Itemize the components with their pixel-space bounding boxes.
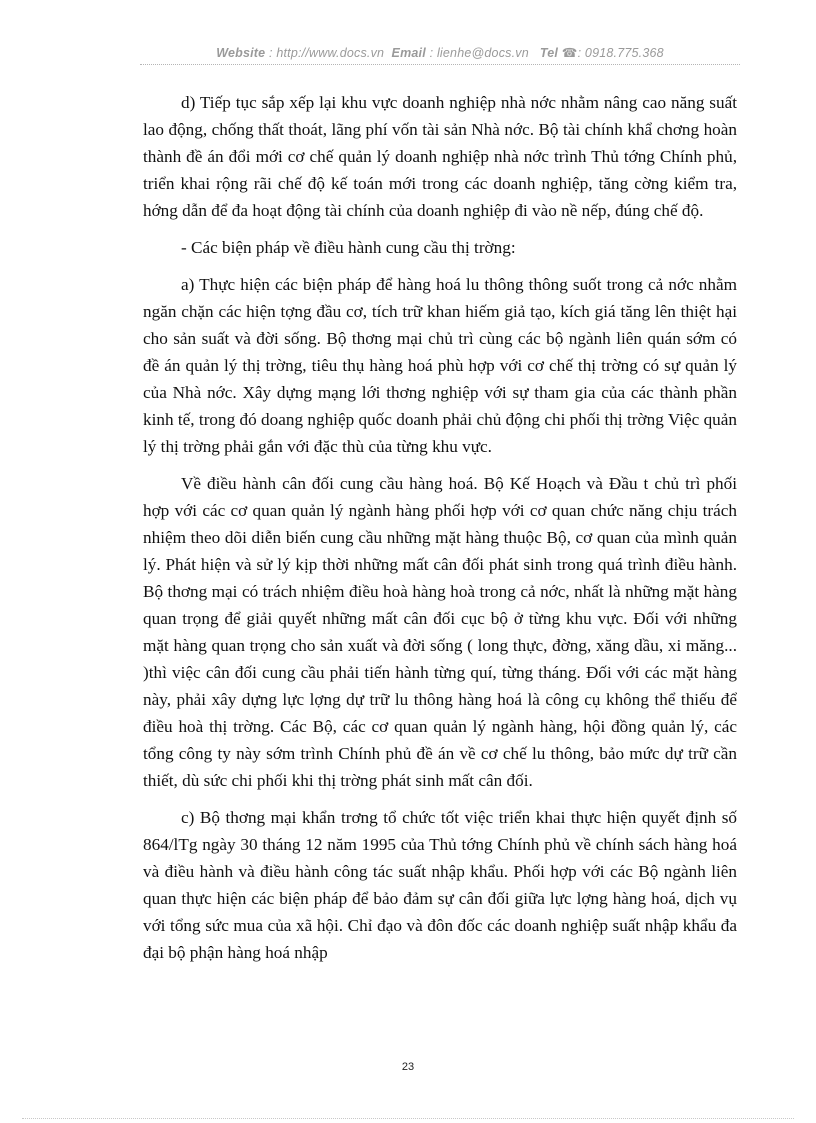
- email-label: Email: [391, 46, 426, 60]
- footer-divider: [22, 1118, 794, 1119]
- tel-number: ☎: 0918.775.368: [561, 46, 664, 60]
- page-header: [140, 45, 740, 60]
- header-divider: [140, 64, 740, 65]
- page-number: 23: [401, 1061, 415, 1073]
- tel-label: Tel: [539, 46, 559, 60]
- paragraph-a: a) Thực hiện các biện pháp để hàng hoá lu thông thông suốt trong cả nớc nhằm ngăn chặn các hiện tợng đầu cơ, tích trữ khan hiếm giả tạo, kích giá tăng lên thiệt hại cho sản suất và đời sống. Bộ thơng mại chủ trì cùng các bộ ngành liên quán sớm có đề án quản lý thị trờng, tiêu thụ hàng hoá phù hợp với cơ chế thị trờng có sự quản lý của Nhà nớc. Xây dựng mạng lới thơng nghiệp với sự tham gia của các thành phần kinh tế, trong đó doang nghiệp quốc doanh phải chủ động chi phối thị trờng Việc quản lý thị trờng phải gắn với đặc thù của từng khu vực.: [143, 275, 737, 456]
- website-label: Website: [216, 46, 266, 60]
- email-address[interactable]: : lienhe@docs.vn: [429, 46, 529, 60]
- paragraph-c: c) Bộ thơng mại khẩn trơng tổ chức tốt việc triển khai thực hiện quyết định số 864/lTg ngày 30 tháng 12 năm 1995 của Thủ tớng Chính phủ về chính sách hàng hoá và điều hành và điều hành công tác suất nhập khẩu. Phối hợp với các Bộ ngành liên quan thực hiện các biện pháp để bảo đảm sự cân đối giữa lực lợng hàng hoá, dịch vụ với tổng sức mua của xã hội. Chỉ đạo và đôn đốc các doanh nghiệp suất nhập khẩu đa đại bộ phận hàng hoá nhập: [143, 808, 737, 962]
- paragraph-supply-demand: Về điều hành cân đối cung cầu hàng hoá. Bộ Kế Hoạch và Đầu t chủ trì phối hợp với các cơ quan quản lý ngành hàng phối hợp với cơ quan chức năng chịu trách nhiệm theo dõi diễn biến cung cầu những mặt hàng thuộc Bộ, cơ quan của mình quản lý. Phát hiện và sử lý kịp thời những mất cân đối phát sinh trong quá trình điều hành. Bộ thơng mại có trách nhiệm điều hoà hàng hoà trong cả nớc, nhất là những mặt hàng quan trọng để giải quyết những mất cân đối cục bộ ở từng khu vực. Đối với những mặt hàng quan trọng cho sản xuất và đời sống ( long thực, đờng, xăng dầu, xi măng... )thì việc cân đối cung cầu phải tiến hành từng quí, từng tháng. Đối với các mặt hàng này, phải xây dựng lực lợng dự trữ lu thông hàng hoá là công cụ không thể thiếu để điều hoà thị trờng. Các Bộ, các cơ quan quản lý ngành hàng, hội đồng quản lý, các tổng công ty này sớm trình Chính phủ đề án về cơ chế lu thông, bảo mức dự trữ cần thiết, dù sức chi phối khi thị trờng phát sinh mất cân đối.: [143, 474, 737, 790]
- website-url[interactable]: : http://www.docs.vn: [269, 46, 385, 60]
- paragraph-d: d) Tiếp tục sắp xếp lại khu vực doanh nghiệp nhà nớc nhằm nâng cao năng suất lao động, chống thất thoát, lãng phí vốn tài sản Nhà nớc. Bộ tài chính khẩ chơng hoàn thành đề án đổi mới cơ chế quản lý doanh nghiệp nhà nớc trình Thủ tớng Chính phủ, triển khai rộng rãi chế độ kế toán mới trong các doanh nghiệp, tăng cờng kiểm tra, hớng dẫn để đa hoạt động tài chính của doanh nghiệp đi vào nề nếp, đúng chế độ.: [143, 93, 737, 220]
- paragraph-market-measures: - Các biện pháp về điều hành cung cầu thị trờng:: [181, 238, 516, 257]
- document-body: [143, 89, 737, 976]
